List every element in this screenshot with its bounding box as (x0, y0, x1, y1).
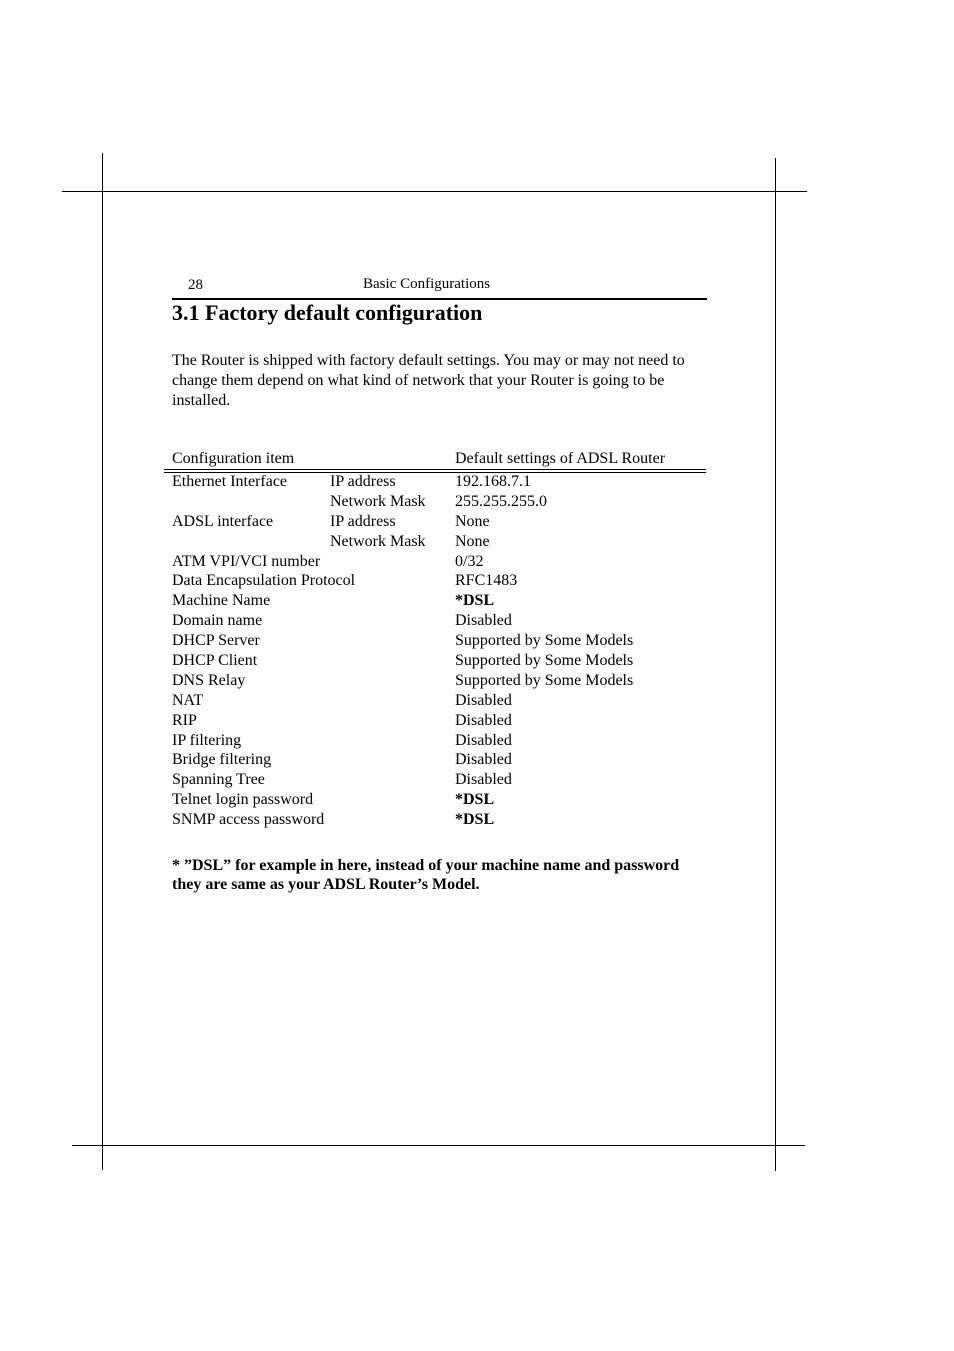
row-value: Supported by Some Models (455, 652, 634, 670)
running-header-title: Basic Configurations (363, 276, 491, 292)
table-row (0, 493, 954, 513)
row-value: 0/32 (455, 552, 484, 570)
row-value: Disabled (455, 771, 512, 789)
table-row (0, 652, 954, 672)
row-item: DNS Relay (172, 671, 246, 689)
table-row (0, 533, 954, 553)
row-item: NAT (172, 691, 204, 709)
row-sub-item: Network Mask (330, 532, 426, 550)
table-row (0, 712, 954, 732)
table-header-configuration-item: Configuration item (172, 450, 295, 467)
table-header-default-settings: Default settings of ADSL Router (455, 450, 666, 467)
intro-paragraph: The Router is shipped with factory default settings. You may or may not need to change them depend on what kind of network that your Router is going to be installed. (172, 352, 685, 409)
row-item: DHCP Server (172, 632, 260, 650)
row-item: Bridge filtering (172, 751, 272, 769)
table-header-rule (164, 469, 706, 470)
row-value: None (455, 532, 490, 550)
table-row (0, 692, 954, 712)
table-row (0, 592, 954, 612)
row-value: Disabled (455, 612, 512, 630)
row-value: Supported by Some Models (455, 671, 634, 689)
table-row (0, 751, 954, 771)
row-item: Ethernet Interface (172, 473, 288, 490)
row-value: *DSL (455, 791, 495, 809)
table-row (0, 811, 954, 831)
footnote: * ”DSL” for example in here, instead of your machine name and password they are same as your ADSL Router’s Model. (172, 857, 680, 893)
row-item: DHCP Client (172, 652, 258, 670)
table-row (0, 771, 954, 791)
row-sub-item: IP address (330, 473, 396, 490)
row-sub-item: IP address (330, 512, 396, 530)
row-item: Spanning Tree (172, 771, 265, 789)
row-value: *DSL (455, 811, 495, 829)
row-value: RFC1483 (455, 572, 518, 590)
row-value: 192.168.7.1 (455, 473, 531, 490)
config-table-body (0, 473, 954, 831)
table-row (0, 553, 954, 573)
row-value: Disabled (455, 711, 512, 729)
row-item: Data Encapsulation Protocol (172, 572, 356, 590)
crop-mark-bottom-horizontal (72, 1145, 805, 1146)
table-row (0, 732, 954, 752)
row-value: Disabled (455, 691, 512, 709)
row-value: None (455, 512, 490, 530)
row-item: SNMP access password (172, 811, 325, 829)
row-value: *DSL (455, 592, 495, 610)
table-row (0, 672, 954, 692)
row-item: Machine Name (172, 592, 271, 610)
table-row (0, 612, 954, 632)
table-row (0, 791, 954, 811)
section-title: 3.1 Factory default configuration (172, 300, 483, 325)
table-row (0, 572, 954, 592)
row-sub-item: Network Mask (330, 492, 426, 510)
table-row (0, 632, 954, 652)
row-value: Supported by Some Models (455, 632, 634, 650)
row-item: ATM VPI/VCI number (172, 552, 321, 570)
row-value: 255.255.255.0 (455, 492, 547, 510)
row-item: IP filtering (172, 731, 242, 749)
row-value: Disabled (455, 731, 512, 749)
table-row (0, 473, 954, 493)
crop-mark-top-left-horizontal (62, 191, 807, 192)
row-item: ADSL interface (172, 512, 274, 530)
page-number: 28 (188, 277, 203, 293)
row-item: Domain name (172, 612, 263, 630)
row-item: Telnet login password (172, 791, 314, 809)
table-row (0, 513, 954, 533)
row-item: RIP (172, 711, 197, 729)
row-value: Disabled (455, 751, 512, 769)
